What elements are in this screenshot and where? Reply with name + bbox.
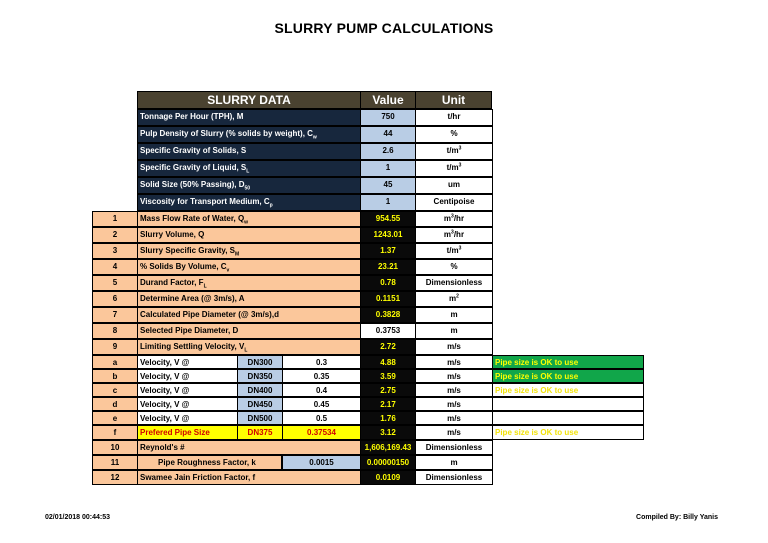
row-number: 2 bbox=[92, 227, 138, 243]
row-number: f bbox=[92, 425, 138, 440]
unit-suffix: /hr bbox=[453, 214, 465, 223]
unit-cell bbox=[415, 160, 493, 177]
label-text: Specific Gravity of Solids, S bbox=[140, 146, 247, 155]
tail-value: 0.00000150 bbox=[360, 455, 416, 470]
unit-cell bbox=[415, 211, 493, 227]
velocity-label: Velocity, V @ bbox=[137, 411, 238, 425]
tail-label: Swamee Jain Friction Factor, f bbox=[137, 470, 361, 485]
calc-label bbox=[137, 243, 361, 259]
calc-row bbox=[92, 323, 652, 339]
input-row bbox=[92, 160, 652, 177]
input-value: 1 bbox=[360, 194, 416, 211]
unit-cell: Dimensionless bbox=[415, 470, 493, 485]
page-title: SLURRY PUMP CALCULATIONS bbox=[274, 20, 494, 36]
row-number: 4 bbox=[92, 259, 138, 275]
velocity-value: 3.59 bbox=[360, 369, 416, 383]
preferred-velocity: 3.12 bbox=[360, 425, 416, 440]
calc-row bbox=[92, 307, 652, 323]
pipe-size-status: Pipe size is OK to use bbox=[492, 355, 644, 369]
unit-cell: m/s bbox=[415, 355, 493, 369]
label-text: Tonnage Per Hour (TPH), M bbox=[140, 112, 244, 121]
unit-cell bbox=[415, 109, 493, 126]
row-number: 5 bbox=[92, 275, 138, 291]
pipe-diameter: 0.35 bbox=[282, 369, 361, 383]
calc-value: 0.3753 bbox=[360, 323, 416, 339]
unit-cell: m bbox=[415, 455, 493, 470]
pipe-dn: DN300 bbox=[237, 355, 283, 369]
row-number: c bbox=[92, 383, 138, 397]
row-number: 11 bbox=[92, 455, 138, 470]
unit-cell: m/s bbox=[415, 411, 493, 425]
label-text: Specific Gravity of Liquid, S bbox=[140, 163, 247, 172]
calc-value: 23.21 bbox=[360, 259, 416, 275]
unit-text: Centipoise bbox=[433, 197, 475, 206]
velocity-label: Velocity, V @ bbox=[137, 383, 238, 397]
velocity-row bbox=[92, 411, 652, 425]
velocity-value: 2.17 bbox=[360, 397, 416, 411]
preferred-dn: DN375 bbox=[237, 425, 283, 440]
pipe-dn: DN400 bbox=[237, 383, 283, 397]
unit-cell bbox=[415, 227, 493, 243]
calc-label bbox=[137, 211, 361, 227]
unit-cell bbox=[415, 143, 493, 160]
pipe-dn: DN500 bbox=[237, 411, 283, 425]
tail-value: 1,606,169.43 bbox=[360, 440, 416, 455]
calc-label bbox=[137, 275, 361, 291]
pipe-diameter: 0.5 bbox=[282, 411, 361, 425]
unit-text: m/s bbox=[447, 342, 461, 351]
velocity-label: Velocity, V @ bbox=[137, 355, 238, 369]
label-text: % Solids By Volume, C bbox=[140, 262, 227, 271]
input-value: 44 bbox=[360, 126, 416, 143]
calc-value: 0.1151 bbox=[360, 291, 416, 307]
velocity-value: 1.76 bbox=[360, 411, 416, 425]
unit-cell: m/s bbox=[415, 397, 493, 411]
unit-superscript: 3 bbox=[451, 213, 454, 220]
pipe-size-status: Pipe size is OK to use bbox=[492, 425, 644, 440]
unit-cell bbox=[415, 243, 493, 259]
pipe-size-status: Pipe size is OK to use bbox=[492, 383, 644, 397]
velocity-row bbox=[92, 397, 652, 411]
row-number: 1 bbox=[92, 211, 138, 227]
input-row bbox=[92, 126, 652, 143]
label-subscript: w bbox=[312, 134, 317, 141]
preferred-diameter: 0.37534 bbox=[282, 425, 361, 440]
input-value: 2.6 bbox=[360, 143, 416, 160]
label-text: Calculated Pipe Diameter (@ 3m/s),d bbox=[140, 310, 279, 319]
pipe-dn: DN450 bbox=[237, 397, 283, 411]
label-text: Limiting Settling Velocity, V bbox=[140, 342, 245, 351]
row-number: 10 bbox=[92, 440, 138, 455]
unit-cell: m/s bbox=[415, 383, 493, 397]
roughness-input: 0.0015 bbox=[282, 455, 361, 470]
calc-value: 1243.01 bbox=[360, 227, 416, 243]
unit-text: % bbox=[450, 262, 458, 271]
header-section: SLURRY DATA bbox=[137, 91, 361, 109]
unit-text: Dimensionless bbox=[425, 278, 483, 287]
unit-text: % bbox=[450, 129, 458, 138]
header-unit: Unit bbox=[415, 91, 492, 109]
footer-compiled: Compiled By: Billy Yanis bbox=[636, 514, 718, 521]
pipe-size-status: Pipe size is OK to use bbox=[492, 369, 644, 383]
unit-superscript: 2 bbox=[456, 293, 459, 300]
unit-cell bbox=[415, 126, 493, 143]
calc-label bbox=[137, 227, 361, 243]
row-number: e bbox=[92, 411, 138, 425]
unit-cell bbox=[415, 177, 493, 194]
pipe-diameter: 0.45 bbox=[282, 397, 361, 411]
row-number: 8 bbox=[92, 323, 138, 339]
velocity-row bbox=[92, 369, 652, 383]
label-subscript: w bbox=[244, 219, 249, 226]
unit-cell bbox=[415, 323, 493, 339]
unit-text: t/hr bbox=[447, 112, 461, 121]
unit-superscript: 3 bbox=[451, 229, 454, 236]
label-text: Solid Size (50% Passing), D bbox=[140, 180, 245, 189]
input-label bbox=[137, 143, 361, 160]
tail-label: Reynold's # bbox=[137, 440, 361, 455]
velocity-label: Velocity, V @ bbox=[137, 369, 238, 383]
row-number: 9 bbox=[92, 339, 138, 355]
label-text: Pulp Density of Slurry (% solids by weight), C bbox=[140, 129, 313, 138]
unit-cell bbox=[415, 291, 493, 307]
input-row bbox=[92, 143, 652, 160]
tail-row bbox=[92, 440, 652, 455]
preferred-label: Prefered Pipe Size bbox=[137, 425, 238, 440]
calc-value: 2.72 bbox=[360, 339, 416, 355]
input-label bbox=[137, 194, 361, 211]
unit-text: um bbox=[448, 180, 460, 189]
calc-row bbox=[92, 275, 652, 291]
calc-value: 0.78 bbox=[360, 275, 416, 291]
input-label bbox=[137, 160, 361, 177]
label-subscript: L bbox=[203, 283, 207, 290]
velocity-row bbox=[92, 383, 652, 397]
unit-text: t/m bbox=[446, 246, 459, 255]
label-text: Mass Flow Rate of Water, Q bbox=[140, 214, 245, 223]
pipe-dn: DN350 bbox=[237, 369, 283, 383]
unit-text: t/m bbox=[446, 163, 459, 172]
footer-date: 02/01/2018 00:44:53 bbox=[45, 514, 110, 521]
input-value: 750 bbox=[360, 109, 416, 126]
unit-cell bbox=[415, 194, 493, 211]
label-subscript: 50 bbox=[244, 185, 251, 192]
input-label bbox=[137, 109, 361, 126]
label-subscript: p bbox=[269, 202, 273, 209]
calc-row bbox=[92, 243, 652, 259]
unit-cell: m/s bbox=[415, 425, 493, 440]
unit-superscript: 3 bbox=[458, 145, 462, 152]
calc-row bbox=[92, 211, 652, 227]
unit-text: m bbox=[443, 230, 452, 239]
row-number: b bbox=[92, 369, 138, 383]
preferred-row bbox=[92, 425, 652, 440]
velocity-label: Velocity, V @ bbox=[137, 397, 238, 411]
velocity-row bbox=[92, 355, 652, 369]
calc-value: 0.3828 bbox=[360, 307, 416, 323]
calc-label bbox=[137, 339, 361, 355]
row-number: 6 bbox=[92, 291, 138, 307]
label-text: Selected Pipe Diameter, D bbox=[140, 326, 239, 335]
tail-value: 0.0109 bbox=[360, 470, 416, 485]
unit-cell bbox=[415, 339, 493, 355]
calc-value: 954.55 bbox=[360, 211, 416, 227]
unit-cell bbox=[415, 275, 493, 291]
calc-label bbox=[137, 307, 361, 323]
input-row bbox=[92, 194, 652, 211]
calc-row bbox=[92, 291, 652, 307]
unit-superscript: 3 bbox=[458, 162, 462, 169]
label-text: Slurry Specific Gravity, S bbox=[140, 246, 236, 255]
unit-cell: Dimensionless bbox=[415, 440, 493, 455]
input-row bbox=[92, 109, 652, 126]
row-number: 7 bbox=[92, 307, 138, 323]
unit-text: m bbox=[450, 310, 458, 319]
input-label bbox=[137, 177, 361, 194]
label-subscript: L bbox=[244, 347, 248, 354]
calc-label bbox=[137, 323, 361, 339]
calc-row bbox=[92, 227, 652, 243]
calc-row bbox=[92, 259, 652, 275]
calc-label bbox=[137, 291, 361, 307]
label-subscript: L bbox=[246, 168, 250, 175]
unit-cell bbox=[415, 307, 493, 323]
unit-suffix: /hr bbox=[453, 230, 465, 239]
row-number: a bbox=[92, 355, 138, 369]
calc-row bbox=[92, 339, 652, 355]
unit-text: m bbox=[449, 294, 457, 303]
row-number: 3 bbox=[92, 243, 138, 259]
input-label bbox=[137, 126, 361, 143]
label-subscript: M bbox=[235, 251, 240, 258]
row-number: 12 bbox=[92, 470, 138, 485]
input-row bbox=[92, 177, 652, 194]
label-text: Durand Factor, F bbox=[140, 278, 204, 287]
label-text: Slurry Volume, Q bbox=[140, 230, 205, 239]
velocity-value: 2.75 bbox=[360, 383, 416, 397]
pipe-size-status bbox=[492, 411, 644, 425]
label-subscript: v bbox=[226, 267, 230, 274]
unit-text: m bbox=[443, 214, 452, 223]
unit-text: m bbox=[450, 326, 458, 335]
unit-superscript: 3 bbox=[458, 245, 462, 252]
pipe-diameter: 0.4 bbox=[282, 383, 361, 397]
row-number: d bbox=[92, 397, 138, 411]
tail-row bbox=[92, 455, 652, 470]
calc-value: 1.37 bbox=[360, 243, 416, 259]
velocity-value: 4.88 bbox=[360, 355, 416, 369]
unit-text: t/m bbox=[446, 146, 459, 155]
unit-cell bbox=[415, 259, 493, 275]
unit-cell: m/s bbox=[415, 369, 493, 383]
input-value: 1 bbox=[360, 160, 416, 177]
pipe-size-status bbox=[492, 397, 644, 411]
label-text: Determine Area (@ 3m/s), A bbox=[140, 294, 245, 303]
tail-label: Pipe Roughness Factor, k bbox=[137, 455, 282, 470]
calc-label bbox=[137, 259, 361, 275]
tail-row bbox=[92, 470, 652, 485]
header-value: Value bbox=[360, 91, 416, 109]
pipe-diameter: 0.3 bbox=[282, 355, 361, 369]
label-text: Viscosity for Transport Medium, C bbox=[140, 197, 270, 206]
input-value: 45 bbox=[360, 177, 416, 194]
